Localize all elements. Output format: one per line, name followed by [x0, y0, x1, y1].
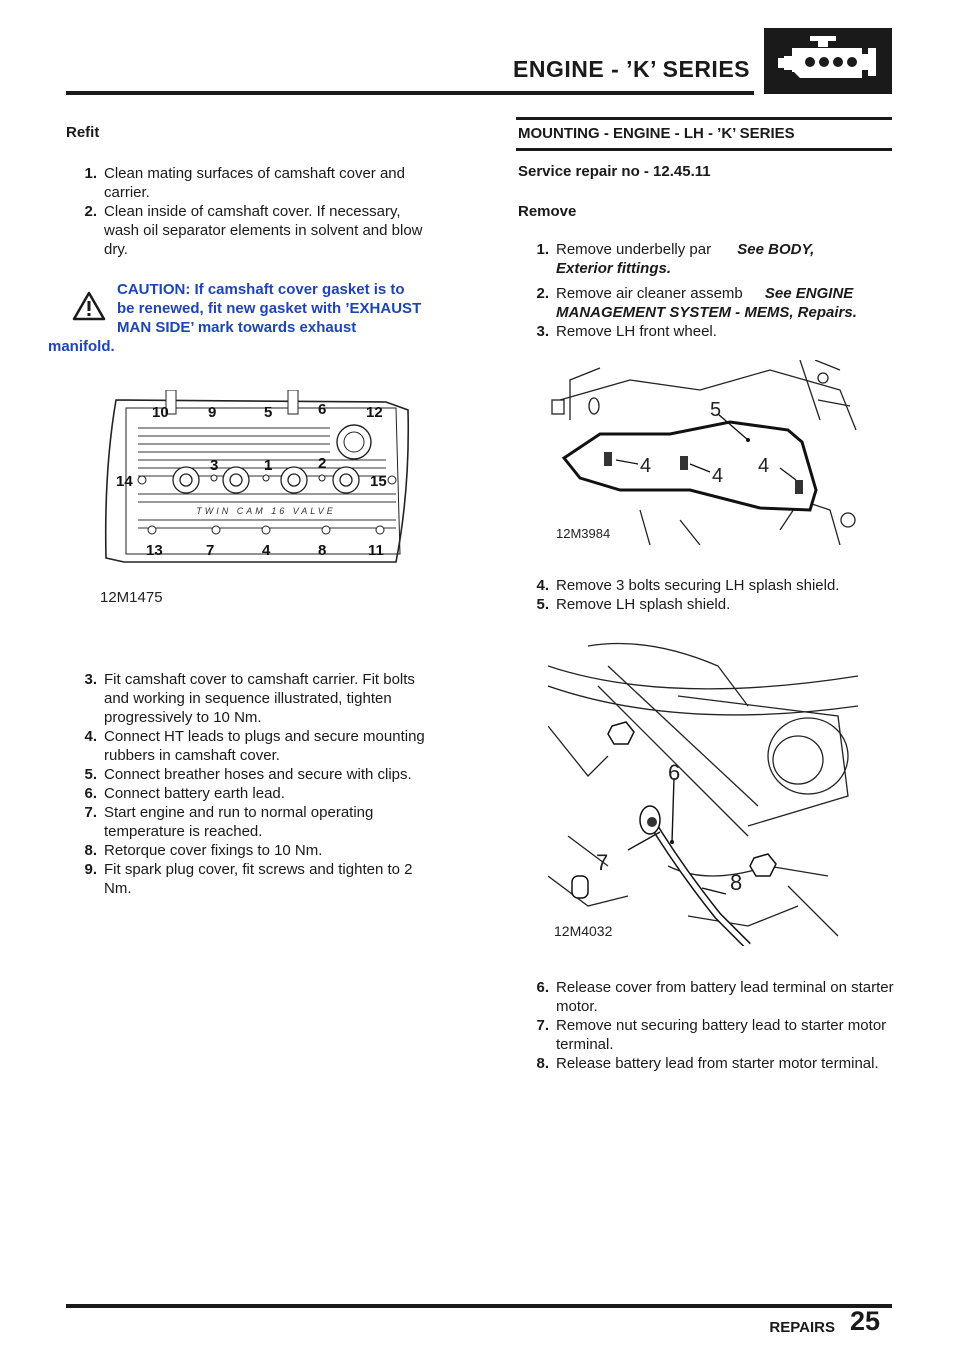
- cross-reference[interactable]: Exterior fittings.: [556, 260, 672, 277]
- sequence-number: 2: [318, 455, 327, 472]
- list-item: [66, 765, 426, 784]
- remove-steps-d: [518, 978, 894, 1073]
- caution-line: MAN SIDE’ mark towards exhaust: [117, 319, 357, 336]
- callout-label: 7: [596, 850, 609, 875]
- footer-rule: [66, 1304, 892, 1308]
- sequence-number: 4: [262, 542, 271, 559]
- step-text: Remove LH splash shield.: [556, 596, 731, 613]
- sequence-number: 1: [264, 457, 273, 474]
- service-repair-number: Service repair no - 12.45.11: [518, 163, 711, 180]
- starter-motor-figure: [548, 636, 858, 946]
- step-text: Remove 3 bolts securing LH splash shield.: [556, 577, 840, 594]
- sequence-number: 9: [208, 404, 217, 421]
- cross-reference[interactable]: See ENGINE: [764, 285, 854, 302]
- camshaft-cover-figure: [96, 390, 426, 615]
- refit-steps-b: [66, 670, 426, 898]
- step-text: Fit camshaft cover to camshaft carrier. Fit bolts and working in sequence illustrated, tighten progressively to 10 Nm.: [104, 671, 415, 726]
- sequence-number: 14: [116, 473, 133, 490]
- callout-label: 8: [730, 870, 743, 895]
- list-item: [66, 727, 426, 765]
- cross-reference[interactable]: MANAGEMENT SYSTEM - MEMS, Repairs.: [556, 304, 857, 321]
- list-item: [518, 595, 894, 614]
- remove-steps-a: [518, 240, 894, 341]
- step-number: 8.: [536, 1055, 549, 1072]
- refit-heading: Refit: [66, 124, 100, 141]
- page-title: ENGINE - ’K’ SERIES: [513, 56, 750, 82]
- list-item: [66, 841, 426, 860]
- step-text-clipped: Remove underbelly par: [556, 241, 712, 258]
- step-number: 7.: [536, 1017, 549, 1034]
- callout-label: 4: [640, 455, 652, 477]
- remove-steps-c: [518, 576, 894, 614]
- figure-code: 12M4032: [554, 923, 613, 939]
- list-item: [518, 1054, 894, 1073]
- list-item: [518, 576, 894, 595]
- header-rule: [66, 91, 754, 95]
- sequence-number: 5: [264, 404, 273, 421]
- step-number: 2.: [536, 285, 549, 302]
- caution-line: CAUTION: If camshaft cover gasket is to: [117, 281, 405, 298]
- section-title: MOUNTING - ENGINE - LH - ’K’ SERIES: [518, 125, 795, 142]
- list-item: [518, 284, 894, 322]
- refit-steps-a: [66, 164, 426, 259]
- step-number: 4.: [536, 577, 549, 594]
- callout-label: 5: [710, 399, 722, 421]
- step-number: 3.: [84, 671, 97, 688]
- step-text: [556, 284, 894, 322]
- step-text: Release cover from battery lead terminal on starter motor.: [556, 979, 894, 1015]
- step-text: Clean mating surfaces of camshaft cover and carrier.: [104, 165, 405, 201]
- step-text: Connect breather hoses and secure with clips.: [104, 766, 412, 783]
- sequence-number: 8: [318, 542, 327, 559]
- sequence-number: 15: [370, 473, 387, 490]
- step-text-clipped: Remove air cleaner assemb: [556, 285, 743, 302]
- step-text: [556, 240, 894, 278]
- sequence-number: 11: [368, 542, 384, 559]
- cast-text: TWIN CAM 16 VALVE: [196, 506, 336, 516]
- sequence-number: 10: [152, 404, 169, 421]
- list-item: [66, 202, 426, 259]
- section-badge: [764, 28, 892, 94]
- sequence-number: 13: [146, 542, 163, 559]
- step-text: Release battery lead from starter motor terminal.: [556, 1055, 879, 1072]
- page-number: 25: [850, 1306, 881, 1336]
- warning-triangle-icon: [72, 291, 106, 321]
- list-item: [518, 322, 894, 341]
- list-item: [66, 164, 426, 202]
- step-number: 5.: [536, 596, 549, 613]
- figure-code: 12M1475: [100, 589, 163, 606]
- caution-note: [117, 280, 457, 337]
- section-rule-top: [516, 117, 892, 120]
- step-number: 3.: [536, 323, 549, 340]
- step-number: 4.: [84, 728, 97, 745]
- step-number: 1.: [536, 241, 549, 258]
- step-text: Start engine and run to normal operating temperature is reached.: [104, 804, 374, 840]
- step-text: Clean inside of camshaft cover. If necessary, wash oil separator elements in solvent and blow dry.: [104, 203, 423, 258]
- list-item: [66, 784, 426, 803]
- list-item: [66, 860, 426, 898]
- step-number: 6.: [84, 785, 97, 802]
- list-item: [518, 1016, 894, 1054]
- step-number: 2.: [84, 203, 97, 220]
- remove-heading: Remove: [518, 203, 577, 220]
- step-text: Connect HT leads to plugs and secure mounting rubbers in camshaft cover.: [104, 728, 425, 764]
- caution-line: be renewed, fit new gasket with ’EXHAUST: [117, 300, 422, 317]
- engine-icon: [764, 28, 892, 94]
- step-text: Remove nut securing battery lead to starter motor terminal.: [556, 1017, 887, 1053]
- splash-shield-diagram: [540, 360, 860, 545]
- step-text: Connect battery earth lead.: [104, 785, 285, 802]
- list-item: [66, 670, 426, 727]
- list-item: [66, 803, 426, 841]
- step-number: 9.: [84, 861, 97, 878]
- sequence-number: 12: [366, 404, 383, 421]
- step-number: 8.: [84, 842, 97, 859]
- caution-line-wrap: manifold.: [48, 338, 115, 355]
- splash-shield-figure: [540, 360, 860, 545]
- callout-label: 6: [668, 760, 681, 785]
- section-rule-bottom: [516, 148, 892, 151]
- step-number: 7.: [84, 804, 97, 821]
- camshaft-cover-diagram: [96, 390, 426, 615]
- sequence-number: 3: [210, 457, 219, 474]
- step-text: Retorque cover fixings to 10 Nm.: [104, 842, 323, 859]
- callout-label: 4: [712, 465, 724, 487]
- figure-code: 12M3984: [556, 526, 611, 541]
- starter-motor-diagram: [548, 636, 858, 946]
- list-item: [518, 978, 894, 1016]
- callout-label: 4: [758, 455, 770, 477]
- step-text: Remove LH front wheel.: [556, 323, 717, 340]
- sequence-number: 6: [318, 401, 327, 418]
- cross-reference[interactable]: See BODY,: [737, 241, 815, 258]
- sequence-number: 7: [206, 542, 215, 559]
- step-number: 1.: [84, 165, 97, 182]
- list-item: [518, 240, 894, 278]
- step-number: 6.: [536, 979, 549, 996]
- step-number: 5.: [84, 766, 97, 783]
- step-text: Fit spark plug cover, fit screws and tighten to 2 Nm.: [104, 861, 413, 897]
- footer-section-label: REPAIRS: [769, 1319, 835, 1336]
